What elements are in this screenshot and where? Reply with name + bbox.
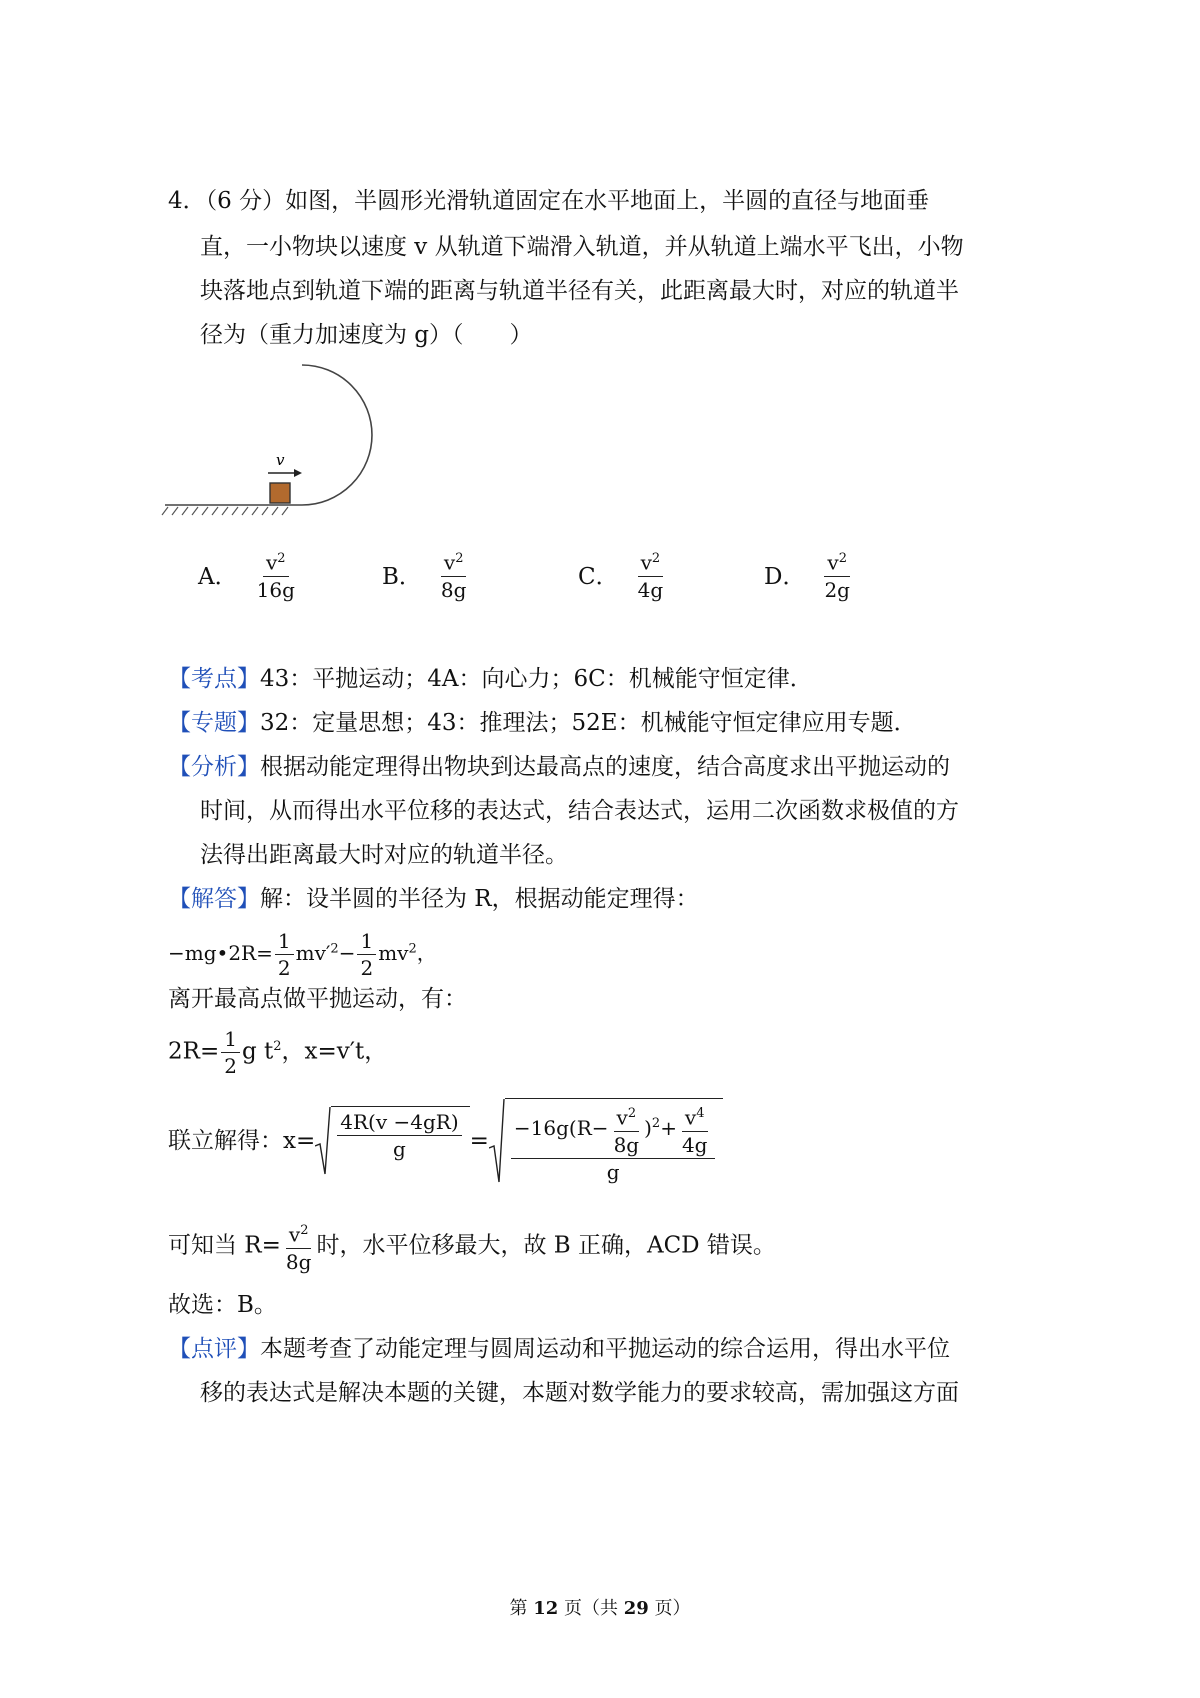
dianping-line-1: 【点评】本题考查了动能定理与圆周运动和平抛运动的综合运用，得出水平位 (168, 1336, 950, 1362)
fenxi-line-1: 【分析】根据动能定理得出物块到达最高点的速度，结合高度求出平抛运动的 (168, 754, 950, 780)
velocity-label: v (276, 451, 285, 469)
solve-equation: 联立解得：x= $\frac{4R(v -4gR)}{g}$ = −16g(R− $\frac{v^2}{8g}$ )$^2$+ $\frac{v^4}{4g}$ g (168, 1098, 723, 1184)
jieda-intro: 【解答】解：设半圆的半径为 R，根据动能定理得： (168, 886, 699, 912)
question-line-2: 直，一小物块以速度 v 从轨道下端滑入轨道，并从轨道上端水平飞出，小物 (200, 234, 964, 260)
option-d[interactable]: D． $\frac{v^2}{2g}$ (764, 548, 855, 601)
kaodian: 【考点】43：平抛运动；4A：向心力；6C：机械能守恒定律． (168, 666, 813, 692)
energy-equation: −mg•2R= $\frac{1}{2}$ $mv'^2-$ $\frac{1}{2}$ $mv^2$， (168, 929, 437, 980)
track-figure (160, 355, 380, 525)
answer-choice: 故选：B。 (168, 1292, 277, 1318)
question-line-4: 径为（重力加速度为 g）（ ） (200, 322, 533, 348)
fenxi-line-3: 法得出距离最大时对应的轨道半径。 (200, 842, 568, 868)
conclusion: 可知当 R= $\frac{v^2}{8g}$ 时，水平位移最大，故 B 正确，ACD 错误。 (168, 1220, 776, 1273)
zhuanti: 【专题】32：定量思想；43：推理法；52E：机械能守恒定律应用专题． (168, 710, 917, 736)
dianping-line-2: 移的表达式是解决本题的关键，本题对数学能力的要求较高，需加强这方面 (200, 1380, 959, 1406)
page-footer: 第 12 页（共 29 页） (509, 1598, 691, 1619)
leave-text: 离开最高点做平抛运动，有： (168, 986, 467, 1012)
block (270, 483, 290, 503)
fenxi-line-2: 时间，从而得出水平位移的表达式，结合表达式，运用二次函数求极值的方 (200, 798, 959, 824)
option-c[interactable]: C． $\frac{v^2}{4g}$ (578, 548, 668, 601)
question-line-3: 块落地点到轨道下端的距离与轨道半径有关，此距离最大时，对应的轨道半 (200, 278, 959, 304)
projectile-equation: 2R= $\frac{1}{2}$ g $t^2$，x=v′t， (168, 1027, 388, 1078)
option-b[interactable]: B． $\frac{v^2}{8g}$ (382, 548, 471, 601)
question-line-1: 4．（6 分）如图，半圆形光滑轨道固定在水平地面上，半圆的直径与地面垂 (168, 188, 930, 214)
option-a[interactable]: A． $\frac{v^2}{16g}$ (198, 548, 300, 601)
